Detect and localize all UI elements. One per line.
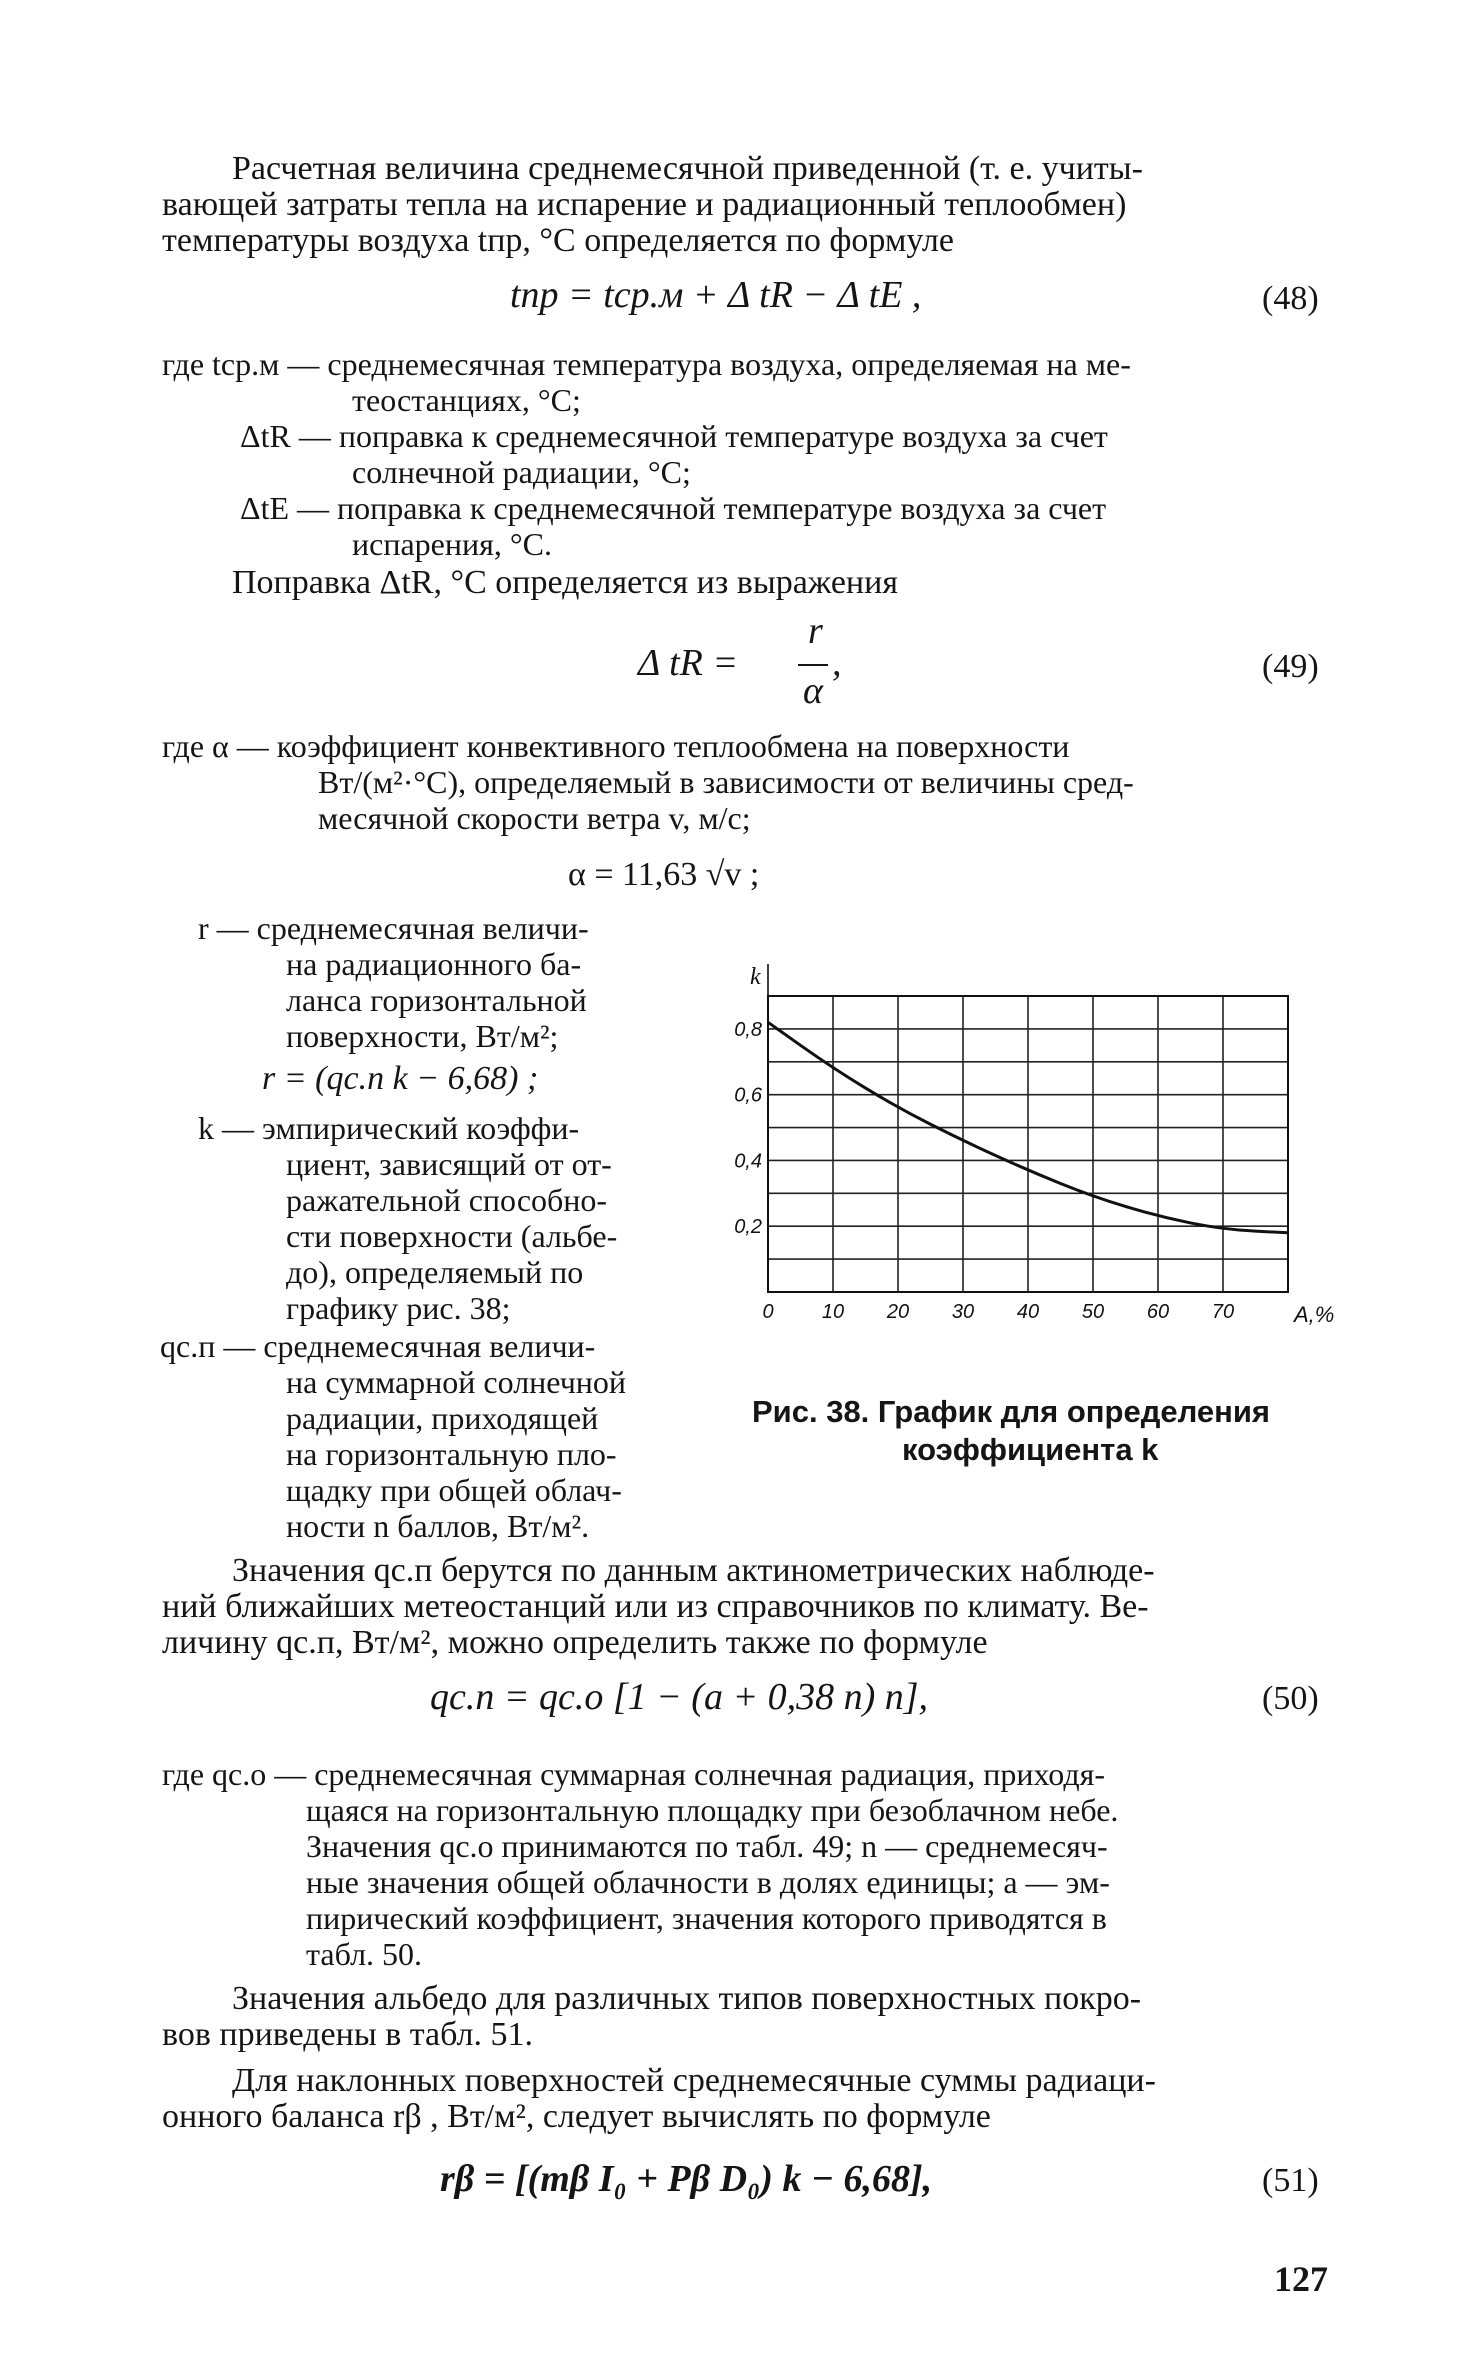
equation-number-49: (49) <box>1262 648 1319 685</box>
x-tick-label: 70 <box>1211 1301 1235 1323</box>
q-def-line-6: ности n баллов, Вт/м². <box>286 1508 590 1544</box>
q-def-line-5: щадку при общей облач- <box>286 1472 622 1508</box>
slope-line-1: Для наклонных поверхностей среднемесячные суммы радиаци- <box>232 2062 1156 2099</box>
page-number: 127 <box>1274 2259 1328 2299</box>
def-48-line-7: Поправка ΔtR, °С определяется из выражения <box>232 564 898 601</box>
x-tick-label: 50 <box>1081 1301 1105 1323</box>
def-48-line-6: испарения, °С. <box>352 526 552 562</box>
formula-49-denominator: α <box>803 670 823 712</box>
x-tick-label: 0 <box>762 1301 774 1323</box>
k-def-line-5: до), определяемый по <box>286 1254 584 1290</box>
formula-48: tпр = tср.м + Δ tR − Δ tE , <box>510 274 922 316</box>
y-axis-label: k <box>750 964 761 990</box>
equation-number-48: (48) <box>1262 280 1319 317</box>
after-line-2: ний ближайших метеостанций или из справочников по климату. Ве- <box>162 1588 1149 1625</box>
q-def-line-3: радиации, приходящей <box>286 1400 599 1436</box>
def-49-line-3: месячной скорости ветра v, м/с; <box>318 800 751 836</box>
x-tick-label: 30 <box>951 1301 975 1323</box>
y-tick-label: 0,2 <box>734 1216 762 1239</box>
r-def-line-3: ланса горизонтальной <box>286 982 587 1018</box>
def-48-line-3: ΔtR — поправка к среднемесячной температуре воздуха за счет <box>240 418 1108 454</box>
x-tick-label: 20 <box>886 1301 910 1323</box>
y-tick-label: 0,6 <box>734 1084 762 1107</box>
slope-line-2: онного баланса rβ , Вт/м², следует вычислять по формуле <box>162 2098 991 2135</box>
formula-49-numerator: r <box>808 610 823 652</box>
def-50-line-2: щаяся на горизонтальную площадку при безоблачном небе. <box>306 1792 1119 1828</box>
y-tick-label: 0,4 <box>734 1150 762 1173</box>
albedo-line-1: Значения альбедо для различных типов поверхностных покро- <box>232 1980 1142 2017</box>
formula-51: rβ = [(mβ I₀ + Pβ D₀) k − 6,68], <box>440 2158 933 2200</box>
albedo-line-2: вов приведены в табл. 51. <box>162 2016 534 2053</box>
formula-49-comma: , <box>832 642 842 684</box>
k-def-line-4: сти поверхности (альбе- <box>286 1218 618 1254</box>
formula-50: qс.п = qс.о [1 − (a + 0,38 n) n], <box>430 1676 929 1718</box>
y-tick-label: 0,8 <box>734 1018 762 1041</box>
intro-line-1: Расчетная величина среднемесячной приведенной (т. е. учиты- <box>232 150 1143 187</box>
r-formula: r = (qс.п k − 6,68) ; <box>262 1060 539 1097</box>
r-def-line-2: на радиационного ба- <box>286 946 582 982</box>
formula-49-lhs: Δ tR = <box>638 642 739 684</box>
equation-number-50: (50) <box>1262 1680 1319 1717</box>
after-line-3: личину qс.п, Вт/м², можно определить также по формуле <box>162 1624 988 1661</box>
alpha-formula: α = 11,63 √v ; <box>568 856 760 893</box>
q-def-line-1: qс.п — среднемесячная величи- <box>160 1328 596 1364</box>
k-coefficient-chart <box>700 960 1340 1340</box>
def-50-line-5: пирический коэффициент, значения которого приводятся в <box>306 1900 1107 1936</box>
x-tick-label: 40 <box>1016 1301 1040 1323</box>
intro-line-3: температуры воздуха tпр, °С определяется по формуле <box>162 222 954 259</box>
def-50-line-4: ные значения общей облачности в долях единицы; a — эм- <box>306 1864 1110 1900</box>
def-50-line-1: где qс.о — среднемесячная суммарная солнечная радиация, приходя- <box>162 1756 1105 1792</box>
q-def-line-2: на суммарной солнечной <box>286 1364 627 1400</box>
after-line-1: Значения qс.п берутся по данным актинометрических наблюде- <box>232 1552 1155 1589</box>
figure-caption-line-2: коэффициента k <box>902 1432 1159 1467</box>
def-49-line-2: Вт/(м²·°С), определяемый в зависимости от величины сред- <box>318 764 1134 800</box>
def-50-line-6: табл. 50. <box>306 1936 423 1972</box>
def-48-line-5: ΔtE — поправка к среднемесячной температуре воздуха за счет <box>240 490 1107 526</box>
x-tick-label: 10 <box>821 1301 845 1323</box>
def-50-line-3: Значения qс.о принимаются по табл. 49; n — среднемесяч- <box>306 1828 1108 1864</box>
x-axis-label: A,% <box>1294 1302 1335 1327</box>
k-def-line-1: k — эмпирический коэффи- <box>198 1110 580 1146</box>
figure-caption-line-1: Рис. 38. График для определения <box>752 1394 1271 1429</box>
k-def-line-6: графику рис. 38; <box>286 1290 511 1326</box>
fraction-bar <box>798 664 828 666</box>
def-49-line-1: где α — коэффициент конвективного теплообмена на поверхности <box>162 728 1070 764</box>
def-48-line-1: где tср.м — среднемесячная температура воздуха, определяемая на ме- <box>162 346 1131 382</box>
k-def-line-2: циент, зависящий от от- <box>286 1146 612 1182</box>
r-def-line-4: поверхности, Вт/м²; <box>286 1018 559 1054</box>
x-tick-label: 60 <box>1146 1301 1170 1323</box>
equation-number-51: (51) <box>1262 2162 1319 2199</box>
def-48-line-2: теостанциях, °С; <box>352 382 581 418</box>
def-48-line-4: солнечной радиации, °С; <box>352 454 691 490</box>
q-def-line-4: на горизонтальную пло- <box>286 1436 617 1472</box>
k-def-line-3: ражательной способно- <box>286 1182 608 1218</box>
r-def-line-1: r — среднемесячная величи- <box>198 910 589 946</box>
intro-line-2: вающей затраты тепла на испарение и радиационный теплообмен) <box>162 186 1127 223</box>
